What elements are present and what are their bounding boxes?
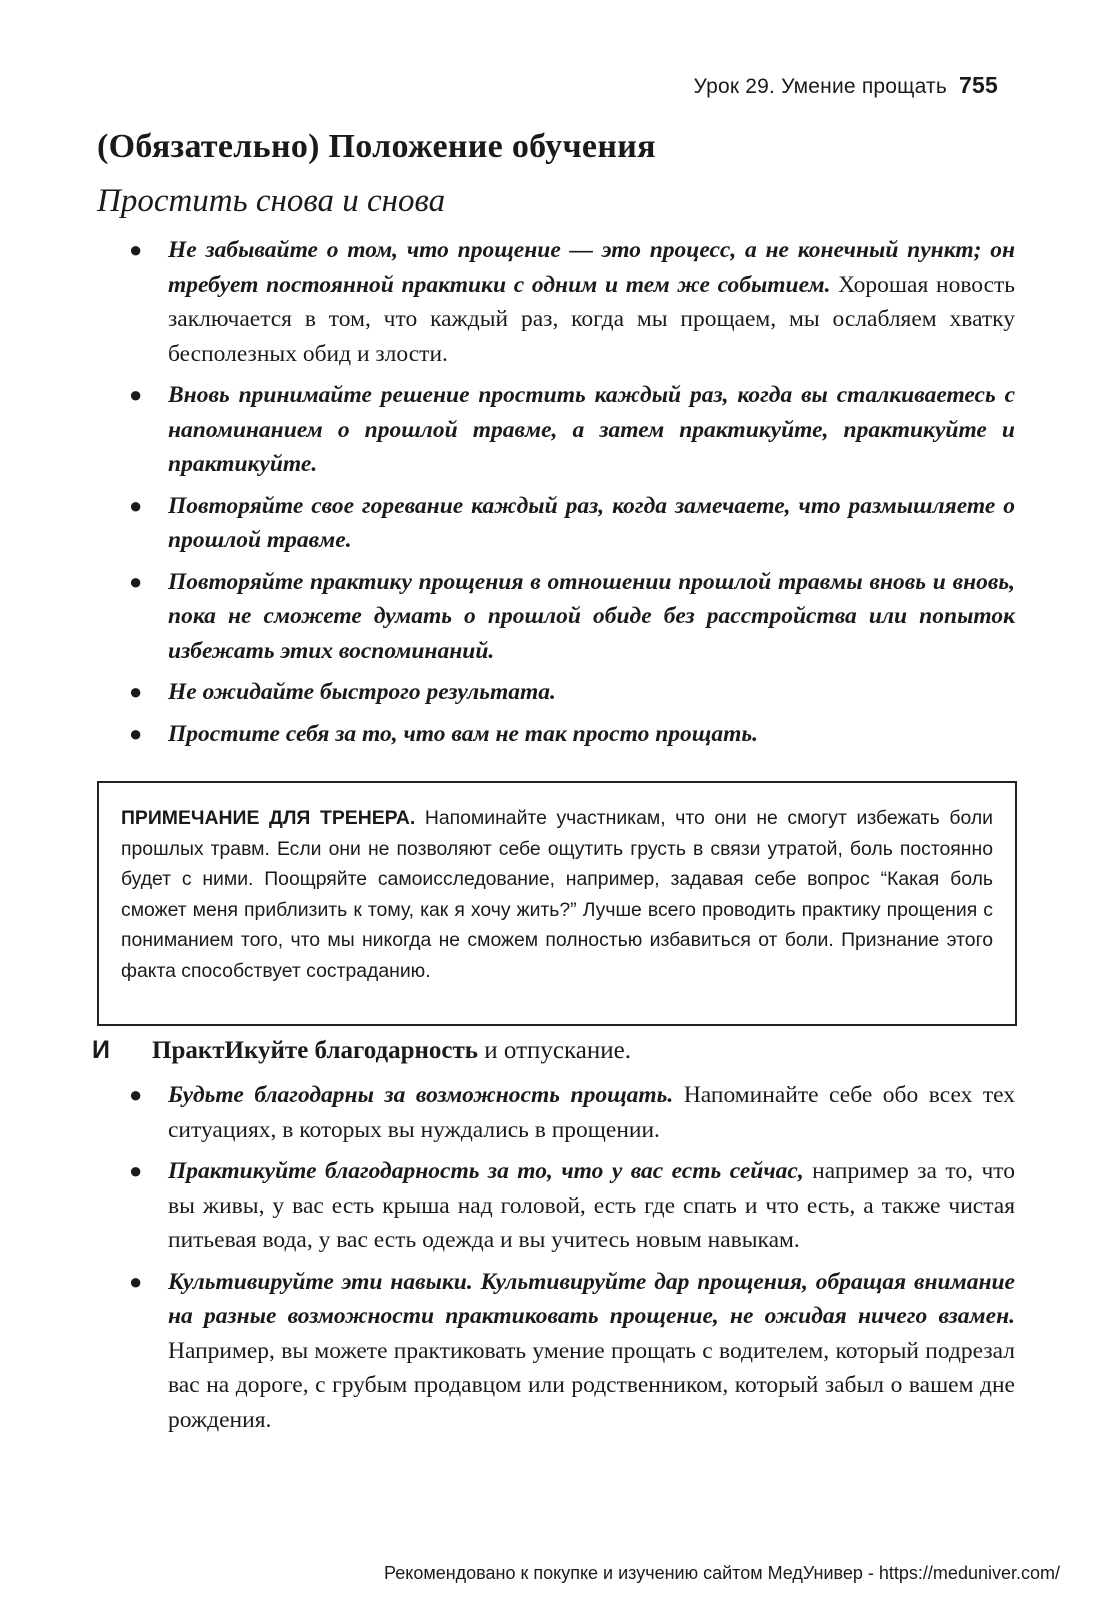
section-heading-text: и отпускание. (478, 1037, 631, 1064)
item-bold-text: Повторяйте свое горевание каждый раз, когда замечаете, что размышляете о прошлой травме. (168, 492, 1015, 553)
note-label: ПРИМЕЧАНИЕ ДЛЯ ТРЕНЕРА. (121, 807, 416, 829)
list-item (125, 1154, 1015, 1258)
running-title: Урок 29. Умение прощать (693, 75, 948, 98)
list-item (125, 1265, 1015, 1438)
list-item (125, 1078, 1015, 1147)
footer-watermark: Рекомендовано к покупке и изучению сайтом МедУнивер - https://meduniver.com/ (384, 1563, 1060, 1583)
note-text: Напоминайте участникам, что они не смогут избежать боли прошлых травм. Если они не позволяют себе ощутить грусть в связи утратой, боль постоянно будет с ними. Поощряйте самоисследование, например, задавая себе вопрос “Какая боль сможет меня приблизить к тому, как я хочу жить?” Лучше всего проводить практику прощения с пониманием того, что мы никогда не сможем полностью избавиться от боли. Признание этого факта способствует состраданию. (121, 807, 993, 982)
trainer-note-box (97, 781, 1017, 1026)
list-item (125, 717, 1015, 752)
item-bold-text: Не забывайте о том, что прощение — это процесс, а не конечный пункт; он требует постоянной практики с одним и тем же событием. (168, 237, 1015, 298)
bullet-icon: ● (129, 237, 143, 262)
item-text: Напоминайте себе обо всех тех ситуациях, в которых вы нуждались в прощении. (168, 1082, 1015, 1143)
bullet-icon: ● (129, 1158, 143, 1183)
item-bold-text: Культивируйте эти навыки. Культивируйте дар прощения, обращая внимание на разные возможности практиковать прощение, не ожидая ничего взамен. (168, 1268, 1015, 1329)
item-bold-text: Повторяйте практику прощения в отношении прошлой травмы вновь и вновь, пока не сможете думать о прошлой обиде без расстройства или попыток избежать этих воспоминаний. (168, 568, 1015, 664)
item-bold-text: Вновь принимайте решение простить каждый раз, когда вы сталкиваетесь с напоминанием о прошлой травме, а затем практикуйте, практикуйте и практикуйте. (168, 382, 1015, 477)
bullet-icon: ● (129, 492, 143, 518)
bullet-icon: ● (129, 1268, 143, 1294)
list-item (125, 233, 1015, 371)
item-text: Например, вы можете практиковать умение прощать с водителем, который подрезал вас на дороге, с грубым продавцом или родственником, который забыл о вашем дне рождения. (168, 1337, 1015, 1433)
list-item (125, 378, 1015, 482)
list-item (125, 565, 1015, 669)
list-item (125, 675, 1015, 710)
bullet-icon: ● (129, 568, 143, 594)
bullet-list-gratitude (125, 1078, 1015, 1444)
bullet-icon: ● (129, 720, 143, 746)
section-letter: И (92, 1036, 110, 1064)
item-bold-text: Практикуйте благодарность за то, что у вас есть сейчас, (168, 1158, 804, 1184)
bullet-icon: ● (129, 1082, 143, 1107)
section-title: (Обязательно) Положение обучения (97, 128, 656, 165)
item-text: например за то, что вы живы, у вас есть крыша над головой, есть где спать и что есть, а также чистая питьевая вода, у вас есть одежда и вы учитесь новым навыкам. (168, 1158, 1015, 1253)
bullet-list-forgive (125, 233, 1015, 758)
item-text: Хорошая новость заключается в том, что каждый раз, когда мы прощаем, мы ослабляем хватку бесполезных обид и злости. (168, 271, 1016, 367)
section-heading-gratitude (92, 1033, 631, 1068)
bullet-icon: ● (129, 679, 143, 704)
list-item (125, 489, 1015, 558)
item-bold-text: Не ожидайте быстрого результата. (168, 679, 556, 705)
bullet-icon: ● (129, 382, 143, 407)
item-bold-text: Простите себя за то, что вам не так просто прощать. (168, 720, 759, 747)
running-header (693, 72, 998, 99)
page-number: 755 (959, 72, 998, 98)
section-subtitle: Простить снова и снова (97, 183, 446, 219)
section-heading-bold: ПрактИкуйте благодарность (152, 1037, 479, 1064)
item-bold-text: Будьте благодарны за возможность прощать. (168, 1082, 674, 1108)
